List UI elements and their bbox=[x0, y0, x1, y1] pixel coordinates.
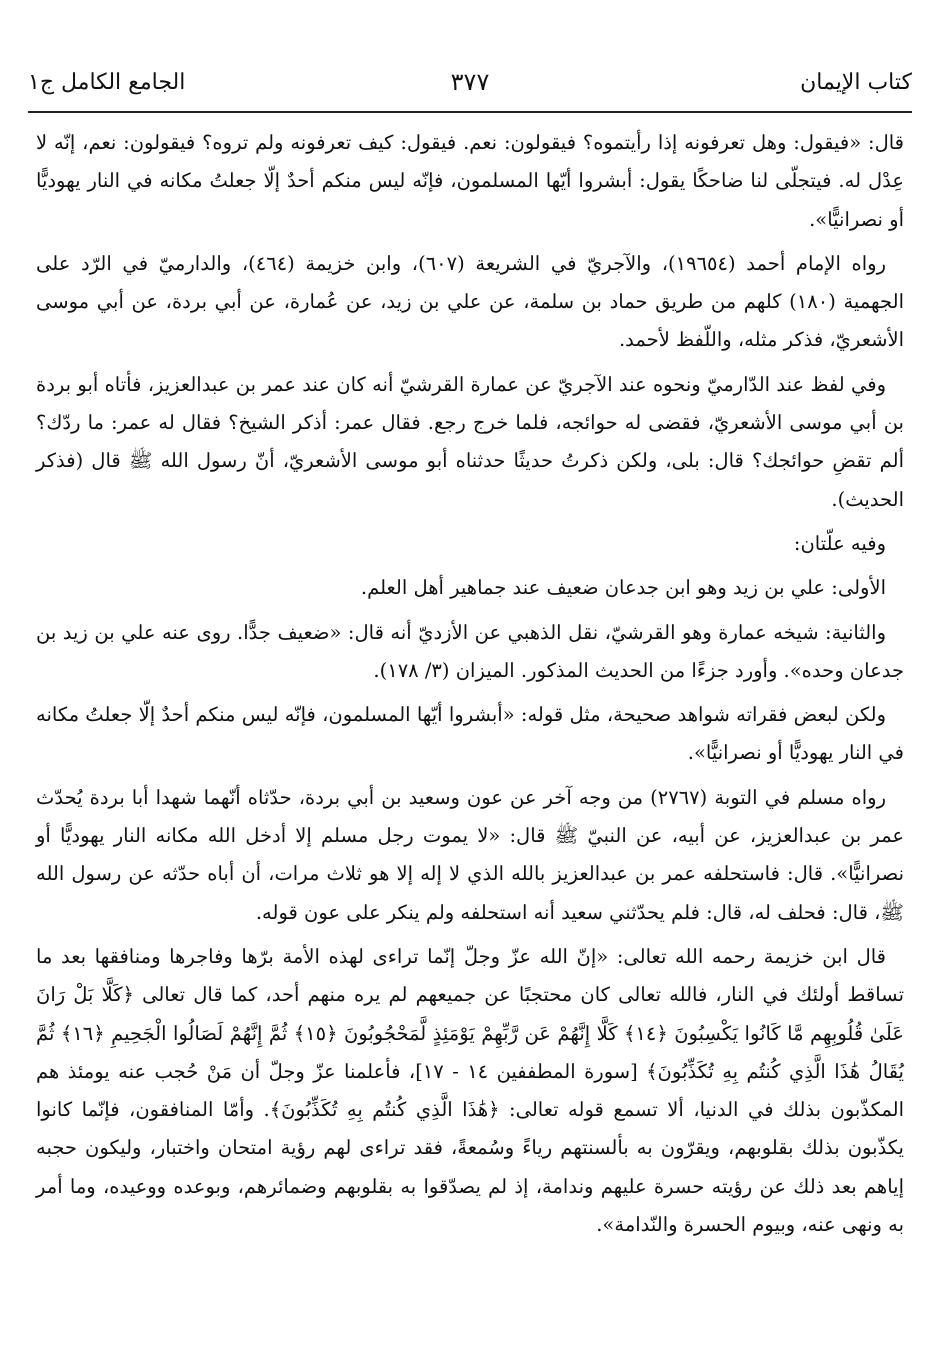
header-divider bbox=[28, 111, 912, 113]
paragraph-ibn-khuzaymah: قال ابن خزيمة رحمه الله تعالى: «إنّ الله عزّ وجلّ إنّما تراءى لهذه الأمة برّها وفاجرها ومنافقها بعد ما تساقط أولئك في النار، فالله تعالى كان محتجبًا عن جميعهم لم يره منهم أحد، كما قال تعالى ﴿كَلَّا بَلْ رَانَ عَلَىٰ قُلُوبِهِم مَّا كَانُوا يَكْسِبُونَ ﴿١٤﴾ كَلَّا إِنَّهُمْ عَن رَّبِّهِمْ يَوْمَئِذٍ لَّمَحْجُوبُونَ ﴿١٥﴾ ثُمَّ إِنَّهُمْ لَصَالُوا الْجَحِيمِ ﴿١٦﴾ ثُمَّ يُقَالُ هَٰذَا الَّذِي كُنتُم بِهِ تُكَذِّبُونَ﴾ [سورة المطففين ١٤ - ١٧]، فأعلمنا عزّ وجلّ أن مَنْ حُجب عنه يومئذ هم المكذّبون بذلك في الدنيا، ألا تسمع قوله تعالى: ﴿هَٰذَا الَّذِي كُنتُم بِهِ تُكَذِّبُونَ﴾. وأمّا المنافقون، فإنّما كانوا يكذّبون بذلك بقلوبهم، ويقرّون به بألسنتهم رياءً وسُمعةً، فقد تراءى لهم رؤية امتحان واختبار، وليكون حجبه إياهم بعد ذلك عن رؤيته حسرة عليهم وندامة، إذ لم يصدّقوا به بقلوبهم وضمائرهم، وبوعده ووعيده، وما أمر به ونهى عنه، وبيوم الحسرة والنّدامة». bbox=[36, 944, 904, 1237]
header-book-title: الجامع الكامل ج١ bbox=[28, 69, 186, 95]
paragraph-muslim-narration: رواه مسلم في التوبة (٢٧٦٧) من وجه آخر عن عون وسعيد بن أبي بردة، حدّثاه أنّهما شهدا أبا بردة يُحدّث عمر بن عبدالعزيز، عن أبيه، عن النبيّ ﷺ قال: «لا يموت رجل مسلم إلا أدخل الله مكانه النار يهوديًّا أو نصرانيًّا». قال: فاستحلفه عمر بن عبدالعزيز بالله الذي لا إله إلا هو ثلاث مرات، أن أباه حدّثه عن رسول الله ﷺ، قال: فحلف له، قال: فلم يحدّثني سعيد أنه استحلفه ولم ينكر على عون قوله. bbox=[36, 785, 904, 924]
page-body bbox=[36, 124, 904, 1250]
paragraph-variant-wording: وفي لفظ عند الدّارميّ ونحوه عند الآجريّ عن عمارة القرشيّ أنه كان عند عمر بن عبدالعزيز، فأتاه أبو بردة بن أبي موسى الأشعريّ، فقضى له حوائجه، فلما خرج رجع. فقال عمر: أذكر الشيخ؟ فقال له عمر: ما ردّك؟ ألم تقضِ حوائجك؟ قال: بلى، ولكن ذكرتُ حديثًا حدثناه أبو موسى الأشعريّ، أنّ رسول الله ﷺ قال (فذكر الحديث). bbox=[36, 372, 904, 511]
page-number: ٣٧٧ bbox=[450, 68, 490, 96]
paragraph-defects-heading: وفيه علّتان: bbox=[793, 531, 886, 555]
paragraph-second-defect: والثانية: شيخه عمارة وهو القرشيّ، نقل الذهبي عن الأزديّ أنه قال: «ضعيف جدًّا. روى عنه علي بن زيد بن جدعان وحده». وأورد جزءًا من الحديث المذكور. الميزان (٣/ ١٧٨). bbox=[36, 620, 904, 682]
header-chapter-title: كتاب الإيمان bbox=[800, 69, 912, 95]
paragraph-hadith: قال: «فيقول: وهل تعرفونه إذا رأيتموه؟ فيقولون: نعم. فيقول: كيف تعرفونه ولم تروه؟ فيقولون: نعم، إنّه لا عِدْل له. فيتجلّى لنا ضاحكًا يقول: أبشروا أيّها المسلمون، فإنّه ليس منكم أحدٌ إلّا جعلتُ مكانه في النار يهوديًّا أو نصرانيًّا». bbox=[36, 131, 904, 231]
paragraph-takhrij: رواه الإمام أحمد (١٩٦٥٤)، والآجريّ في الشريعة (٦٠٧)، وابن خزيمة (٤٦٤)، والدارميّ في الرّد على الجهمية (١٨٠) كلهم من طريق حماد بن سلمة، عن علي بن زيد، عن عُمارة، عن أبي بردة، عن أبي موسى الأشعريّ، فذكر مثله، واللّفظ لأحمد. bbox=[36, 251, 904, 352]
paragraph-first-defect: الأولى: علي بن زيد وهو ابن جدعان ضعيف عند جماهير أهل العلم. bbox=[360, 576, 886, 600]
paragraph-supporting-evidence: ولكن لبعض فقراته شواهد صحيحة، مثل قوله: «أبشروا أيّها المسلمون، فإنّه ليس منكم أحدٌ إلّا جعلتُ مكانه في النار يهوديًّا أو نصرانيًّا». bbox=[36, 703, 904, 765]
page-header bbox=[28, 58, 912, 106]
